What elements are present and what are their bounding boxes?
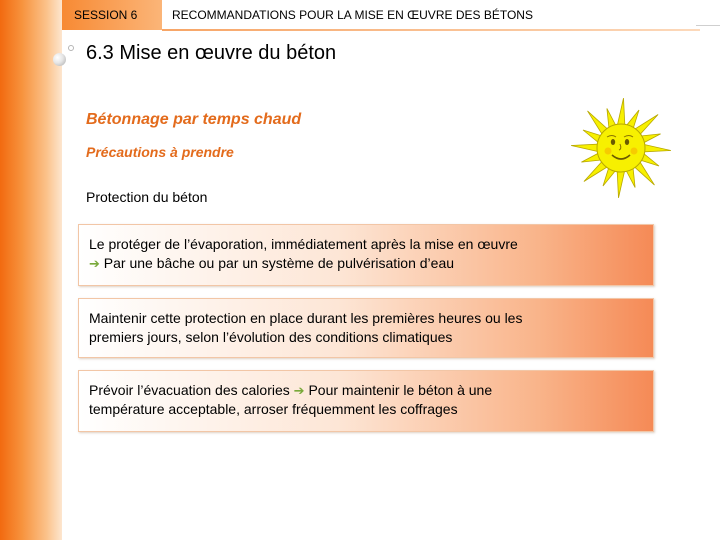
info-box-1 (78, 224, 654, 286)
header-end-line (696, 25, 720, 36)
box-3-line-1 (89, 381, 643, 400)
section-title: 6.3 Mise en œuvre du béton (86, 42, 337, 64)
arrow-right-icon: ➔ (293, 383, 305, 398)
bullet-dot-icon (68, 45, 74, 51)
box-1-line-1: Le protéger de l’évaporation, immédiatement après la mise en œuvre (89, 236, 518, 252)
header-divider (162, 29, 700, 31)
info-box-2 (78, 298, 654, 358)
sun-ray (571, 144, 599, 152)
sun-ray (643, 144, 671, 152)
header-title: RECOMMANDATIONS POUR LA MISE EN ŒUVRE DES BÉTONS (172, 8, 533, 22)
sun-ray (617, 170, 625, 198)
box-2-line-2: premiers jours, selon l’évolution des conditions climatiques (89, 329, 453, 345)
subheading: Précautions à prendre (86, 144, 234, 160)
box-1-line-2-text: Par une bâche ou par un système de pulvérisation d’eau (99, 255, 455, 271)
left-sidebar-band (0, 0, 62, 540)
info-box-3 (78, 370, 654, 432)
box-1-line-2 (89, 254, 643, 273)
heading-protection: Protection du béton (86, 189, 208, 205)
sun-ray (617, 98, 625, 126)
box-3-line-2: température acceptable, arroser fréquemment les coffrages (89, 401, 458, 417)
box-3-line-1-a: Prévoir l’évacuation des calories (89, 382, 294, 398)
box-2-line-1: Maintenir cette protection en place durant les premières heures ou les (89, 310, 523, 326)
arrow-right-icon: ➔ (89, 256, 100, 271)
bullet-ball-icon (53, 53, 66, 66)
subtitle: Bétonnage par temps chaud (86, 111, 302, 128)
box-3-line-1-b: Pour maintenir le béton à une (304, 382, 493, 398)
sun-icon (566, 96, 676, 200)
session-label: SESSION 6 (74, 8, 138, 22)
